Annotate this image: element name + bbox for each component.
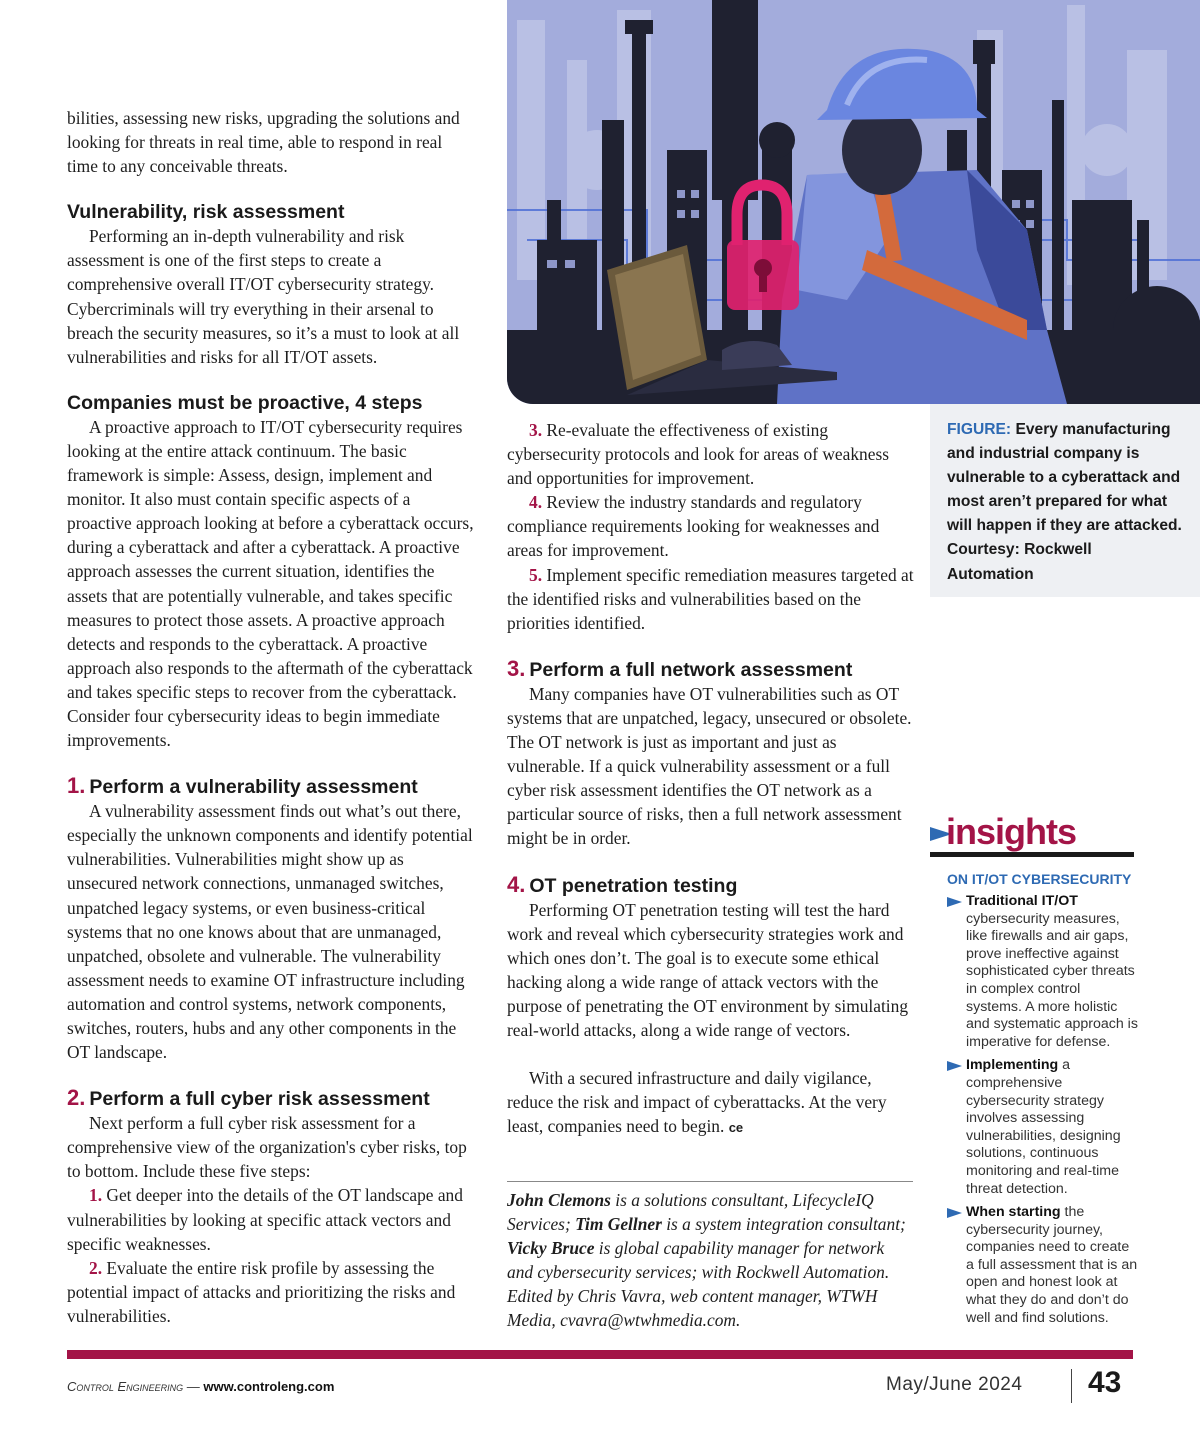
bio-text: is a solutions consultant, LifecycleIQ Services; xyxy=(507,1190,874,1235)
heading-text: Perform a vulnerability assessment xyxy=(89,776,418,799)
paragraph-continued: bilities, assessing new risks, upgrading the solutions and looking for threats in real time, able to respond in real time to any conceivable threats. xyxy=(67,108,460,177)
caption-label: FIGURE: xyxy=(947,421,1012,438)
figure-caption xyxy=(930,404,1200,597)
substep-text: Evaluate the entire risk profile by assessing the potential impact of attacks and prioritizing the risks and vulnerabilities. xyxy=(67,1257,456,1326)
insights-list xyxy=(930,893,1140,1327)
substep-2 xyxy=(67,1256,477,1328)
page-number: 43 xyxy=(1088,1366,1122,1399)
conclusion-text: With a secured infrastructure and daily vigilance, reduce the risk and impact of cyberattacks. At the very least, companies need to begin. xyxy=(507,1068,887,1137)
substep-4 xyxy=(507,490,917,562)
hero-illustration xyxy=(507,0,1200,404)
footer-separator xyxy=(1071,1369,1072,1403)
triangle-bullet-icon xyxy=(947,1061,962,1071)
substep-text: Review the industry standards and regulatory compliance requirements looking for weaknesses and areas for improvement. xyxy=(507,492,880,561)
paragraph-conclusion xyxy=(507,1066,917,1140)
substep-number: 3. xyxy=(529,420,543,440)
magazine-name: Control Engineering xyxy=(67,1379,184,1394)
insights-title: insights xyxy=(946,811,1077,852)
insight-item xyxy=(930,1057,1140,1198)
end-mark: ce xyxy=(728,1120,744,1136)
insight-text: the cybersecurity journey, companies need to create a full assessment that is an open and honest look at what they do and don’t do well and find solutions. xyxy=(966,1204,1138,1326)
heading-step-4 xyxy=(507,873,917,898)
triangle-bullet-icon xyxy=(947,897,962,907)
heading-text: Perform a full cyber risk assessment xyxy=(89,1088,430,1111)
heading-number: 4. xyxy=(507,871,526,897)
article-column-middle xyxy=(507,418,917,1140)
insight-text: a comprehensive cybersecurity strategy involves assessing vulnerabilities, designing solutions, continuous monitoring and real-time threat detection. xyxy=(966,1057,1121,1197)
paragraph-proactive: A proactive approach to IT/OT cybersecurity requires looking at the entire attack continuum. The basic framework is simple: Assess, design, implement and monitor. It also must contain specific aspects of a proactive approach looking at before a cyberattack occurs, during a cyberattack and after a cyberattack. A proactive approach assesses the current situation, identifies the assets that are potentially vulnerable, and takes specific measures to protect those assets. A proactive approach detects and responds to the cyberattack. A proactive approach also responds to the aftermath of the cyberattack and takes specific steps to recover from the cyberattack. Consider four cybersecurity ideas to begin immediate improvements. xyxy=(67,416,474,751)
footer-bar xyxy=(67,1350,1133,1359)
insights-rule xyxy=(930,852,1134,857)
insight-lead: Traditional IT/OT xyxy=(966,893,1078,909)
substep-text: Get deeper into the details of the OT landscape and vulnerabilities by looking at specific attack vectors and specific weaknesses. xyxy=(67,1185,463,1254)
substep-5 xyxy=(507,563,917,635)
article-column-left xyxy=(67,106,477,1328)
heading-number: 3. xyxy=(507,655,526,681)
author-name: Vicky Bruce xyxy=(507,1238,595,1259)
heading-proactive: Companies must be proactive, 4 steps xyxy=(67,391,423,414)
substep-number: 5. xyxy=(529,564,543,585)
substep-3 xyxy=(507,418,917,490)
substep-number: 2. xyxy=(89,1257,103,1278)
heading-step-2 xyxy=(67,1086,477,1111)
insight-text: cybersecurity measures, like firewalls and air gaps, prove ineffective against sophisticated cyber threats in complex control systems. A more holistic and systematic approach is imperative for defense. xyxy=(966,910,1138,1050)
triangle-bullet-icon xyxy=(947,1208,962,1218)
paragraph-step-4: Performing OT penetration testing will test the hard work and reveal which cybersecurity strategies work and which ones don’t. The goal is to execute some ethical hacking along a wide range of attack vectors with the purpose of penetrating the OT environment by simulating real-world attacks, along a wide range of vectors. xyxy=(507,899,909,1040)
insight-lead: When starting xyxy=(966,1204,1061,1221)
substep-text: Re-evaluate the effectiveness of existing cybersecurity protocols and look for areas of weakness and opportunities for improvement. xyxy=(507,420,889,489)
substep-text: Implement specific remediation measures targeted at the identified risks and vulnerabilities based on the priorities identified. xyxy=(507,564,914,633)
insights-subtitle: ON IT/OT CYBERSECURITY xyxy=(947,871,1132,887)
insights-sidebar xyxy=(930,811,1140,1327)
paragraph-step-3: Many companies have OT vulnerabilities such as OT systems that are unpatched, legacy, unsecured or obsolete. The OT network is just as important and just as vulnerable. If a quick vulnerability assessment or a full cyber risk assessment identifies the OT network as a particular source of risks, then a full network assessment might be in order. xyxy=(507,683,912,849)
heading-step-1 xyxy=(67,774,477,799)
heading-text: OT penetration testing xyxy=(529,874,738,897)
insight-item xyxy=(930,893,1140,1051)
heading-number: 1. xyxy=(67,773,86,799)
footer-publication xyxy=(67,1379,334,1394)
bio-text: is global capability manager for network and cybersecurity services; with Rockwell Automation. Edited by Chris Vavra, web content manager, WTWH Media, cvavra@wtwhmedia.com. xyxy=(507,1238,890,1331)
insight-lead: Implementing xyxy=(966,1057,1059,1074)
author-name: John Clemons xyxy=(507,1190,611,1210)
bio-text: is a system integration consultant; xyxy=(661,1214,906,1235)
footer-url[interactable]: www.controleng.com xyxy=(203,1379,335,1394)
paragraph-step-2: Next perform a full cyber risk assessment for a comprehensive view of the organization's cyber risks, top to bottom. Include these five steps: xyxy=(67,1113,467,1182)
substep-1 xyxy=(67,1183,477,1255)
bio-divider xyxy=(507,1181,913,1182)
heading-step-3 xyxy=(507,657,917,682)
insights-header xyxy=(930,811,1140,859)
insight-item xyxy=(930,1204,1140,1327)
heading-vulnerability-risk: Vulnerability, risk assessment xyxy=(67,201,345,224)
footer-issue-date: May/June 2024 xyxy=(886,1374,1023,1395)
paragraph-step-1: A vulnerability assessment finds out what’s out there, especially the unknown components and identify potential vulnerabilities. Vulnerabilities might show up as unsecured network connections, unmanaged switches, unpatched legacy systems, or even business-critical systems that no one knows about that are unmanaged, unpatched, obsolete and vulnerable. The vulnerability assessment needs to examine OT infrastructure including automation and control systems, network components, switches, routers, hubs and any other components in the OT landscape. xyxy=(67,801,473,1063)
heading-text: Perform a full network assessment xyxy=(529,658,853,681)
industrial-worker-illustration xyxy=(507,0,1200,404)
paragraph-vulnerability-risk: Performing an in-depth vulnerability and risk assessment is one of the first steps to create a comprehensive overall IT/OT cybersecurity strategy. Cybercriminals will try everything in their arsenal to breach the security measures, so it’s a must to look at all vulnerabilities and risks for all IT/OT assets. xyxy=(67,226,460,367)
footer-dash: — xyxy=(183,1379,204,1394)
author-bio xyxy=(507,1188,913,1333)
substep-number: 4. xyxy=(529,492,543,513)
author-name: Tim Gellner xyxy=(575,1214,662,1235)
caption-text: Every manufacturing and industrial company is vulnerable to a cyberattack and most aren’t prepared for what will happen if they are attacked. Courtesy: Rockwell Automation xyxy=(947,421,1182,583)
substep-number: 1. xyxy=(89,1185,103,1206)
heading-number: 2. xyxy=(67,1085,86,1111)
